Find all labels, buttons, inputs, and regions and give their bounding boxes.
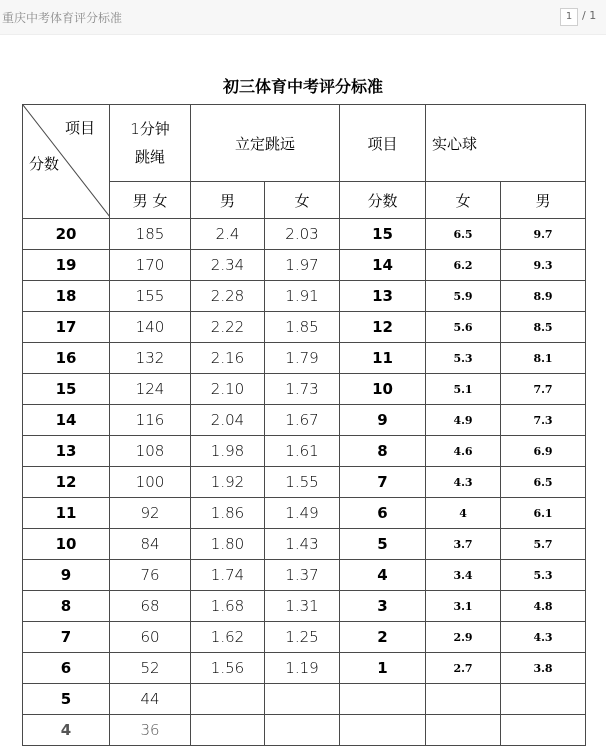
cell-ball-female: 5.1 bbox=[426, 374, 501, 405]
table-row bbox=[23, 436, 586, 467]
cell-ball-score: 9 bbox=[340, 405, 426, 436]
cell-score: 6 bbox=[23, 653, 110, 684]
cell-rope: 116 bbox=[110, 405, 191, 436]
table-row bbox=[23, 591, 586, 622]
table-row bbox=[23, 219, 586, 250]
cell-score: 7 bbox=[23, 622, 110, 653]
cell-ball-male: 5.7 bbox=[501, 529, 586, 560]
table-row bbox=[23, 560, 586, 591]
cell-ball-score: 6 bbox=[340, 498, 426, 529]
cell-jump-male: 2.22 bbox=[191, 312, 265, 343]
cell-ball-score: 14 bbox=[340, 250, 426, 281]
table-row bbox=[23, 250, 586, 281]
cell-jump-female: 2.03 bbox=[265, 219, 340, 250]
cell-score: 11 bbox=[23, 498, 110, 529]
table-row bbox=[23, 405, 586, 436]
cell-jump-female: 1.61 bbox=[265, 436, 340, 467]
table-row bbox=[23, 281, 586, 312]
cell-ball-score: 13 bbox=[340, 281, 426, 312]
cell-jump-female: 1.85 bbox=[265, 312, 340, 343]
cell-ball-female: 4 bbox=[426, 498, 501, 529]
cell-jump-female: 1.49 bbox=[265, 498, 340, 529]
cell-ball-score: 11 bbox=[340, 343, 426, 374]
cell-jump-female: 1.55 bbox=[265, 467, 340, 498]
cell-jump-male: 2.4 bbox=[191, 219, 265, 250]
page-title: 初三体育中考评分标准 bbox=[222, 77, 383, 96]
table-row bbox=[23, 312, 586, 343]
table-row bbox=[23, 529, 586, 560]
cell-ball-score: 10 bbox=[340, 374, 426, 405]
page-total: / 1 bbox=[582, 9, 597, 22]
cell-jump-female bbox=[265, 684, 340, 715]
header-rope-line1: 1分钟 bbox=[130, 120, 170, 138]
cell-jump-male: 2.04 bbox=[191, 405, 265, 436]
cell-jump-male: 2.28 bbox=[191, 281, 265, 312]
cell-ball-female: 2.7 bbox=[426, 653, 501, 684]
cell-ball-female: 5.3 bbox=[426, 343, 501, 374]
cell-score: 12 bbox=[23, 467, 110, 498]
header-standing-jump: 立定跳远 bbox=[191, 105, 340, 182]
cell-ball-male: 7.7 bbox=[501, 374, 586, 405]
cell-ball-score: 2 bbox=[340, 622, 426, 653]
cell-ball-female: 4.9 bbox=[426, 405, 501, 436]
cell-score: 9 bbox=[23, 560, 110, 591]
cell-ball-score: 1 bbox=[340, 653, 426, 684]
current-page-input[interactable]: 1 bbox=[560, 8, 578, 26]
cell-rope: 170 bbox=[110, 250, 191, 281]
cell-score: 13 bbox=[23, 436, 110, 467]
cell-rope: 76 bbox=[110, 560, 191, 591]
header-jump-female: 女 bbox=[265, 182, 340, 219]
scoring-table bbox=[22, 104, 586, 746]
cell-jump-male: 1.92 bbox=[191, 467, 265, 498]
cell-score: 20 bbox=[23, 219, 110, 250]
cell-score: 17 bbox=[23, 312, 110, 343]
document-title: 重庆中考体育评分标准 bbox=[2, 11, 123, 25]
cell-rope: 60 bbox=[110, 622, 191, 653]
cell-ball-female: 6.5 bbox=[426, 219, 501, 250]
header-rope-gender: 男 女 bbox=[110, 182, 191, 219]
cell-ball-female: 5.9 bbox=[426, 281, 501, 312]
header-item-label: 项目 bbox=[64, 119, 95, 137]
cell-jump-female bbox=[265, 715, 340, 746]
cell-rope: 100 bbox=[110, 467, 191, 498]
cell-rope: 92 bbox=[110, 498, 191, 529]
cell-ball-male: 8.9 bbox=[501, 281, 586, 312]
table-row bbox=[23, 374, 586, 405]
cell-jump-male: 2.34 bbox=[191, 250, 265, 281]
cell-score: 18 bbox=[23, 281, 110, 312]
cell-ball-female: 2.9 bbox=[426, 622, 501, 653]
cell-rope: 124 bbox=[110, 374, 191, 405]
cell-ball-score bbox=[340, 684, 426, 715]
document-toolbar bbox=[0, 0, 606, 35]
cell-ball-male: 6.9 bbox=[501, 436, 586, 467]
cell-jump-female: 1.67 bbox=[265, 405, 340, 436]
table-row bbox=[23, 715, 586, 746]
cell-jump-female: 1.25 bbox=[265, 622, 340, 653]
header-score-label: 分数 bbox=[29, 155, 60, 173]
cell-ball-male: 8.1 bbox=[501, 343, 586, 374]
cell-ball-female bbox=[426, 715, 501, 746]
cell-jump-female: 1.43 bbox=[265, 529, 340, 560]
cell-score: 8 bbox=[23, 591, 110, 622]
cell-jump-male bbox=[191, 684, 265, 715]
cell-jump-female: 1.19 bbox=[265, 653, 340, 684]
cell-jump-female: 1.97 bbox=[265, 250, 340, 281]
cell-ball-female: 3.1 bbox=[426, 591, 501, 622]
header-ball-male: 男 bbox=[501, 182, 586, 219]
cell-rope: 108 bbox=[110, 436, 191, 467]
cell-ball-female: 5.6 bbox=[426, 312, 501, 343]
table-row bbox=[23, 622, 586, 653]
cell-score: 16 bbox=[23, 343, 110, 374]
table-row bbox=[23, 684, 586, 715]
cell-ball-male: 7.3 bbox=[501, 405, 586, 436]
cell-ball-female: 4.6 bbox=[426, 436, 501, 467]
cell-rope: 185 bbox=[110, 219, 191, 250]
cell-ball-female: 4.3 bbox=[426, 467, 501, 498]
cell-score: 19 bbox=[23, 250, 110, 281]
cell-rope: 44 bbox=[110, 684, 191, 715]
cell-ball-male: 9.3 bbox=[501, 250, 586, 281]
table-row bbox=[23, 653, 586, 684]
cell-ball-score: 15 bbox=[340, 219, 426, 250]
cell-ball-score: 7 bbox=[340, 467, 426, 498]
cell-ball-male: 4.3 bbox=[501, 622, 586, 653]
cell-rope: 140 bbox=[110, 312, 191, 343]
cell-rope: 155 bbox=[110, 281, 191, 312]
cell-ball-male: 3.8 bbox=[501, 653, 586, 684]
table-row bbox=[23, 498, 586, 529]
cell-ball-score bbox=[340, 715, 426, 746]
cell-jump-male: 1.98 bbox=[191, 436, 265, 467]
cell-ball-score: 12 bbox=[340, 312, 426, 343]
header-jump-male: 男 bbox=[191, 182, 265, 219]
table-row bbox=[23, 343, 586, 374]
cell-ball-male: 8.5 bbox=[501, 312, 586, 343]
cell-jump-male: 1.56 bbox=[191, 653, 265, 684]
cell-score: 4 bbox=[23, 715, 110, 746]
cell-jump-male bbox=[191, 715, 265, 746]
cell-jump-male: 1.74 bbox=[191, 560, 265, 591]
cell-rope: 68 bbox=[110, 591, 191, 622]
cell-ball-score: 8 bbox=[340, 436, 426, 467]
cell-score: 5 bbox=[23, 684, 110, 715]
cell-jump-male: 1.62 bbox=[191, 622, 265, 653]
cell-jump-female: 1.73 bbox=[265, 374, 340, 405]
cell-ball-male bbox=[501, 684, 586, 715]
cell-ball-score: 4 bbox=[340, 560, 426, 591]
cell-ball-female: 6.2 bbox=[426, 250, 501, 281]
cell-jump-female: 1.79 bbox=[265, 343, 340, 374]
cell-ball-male: 6.1 bbox=[501, 498, 586, 529]
cell-rope: 132 bbox=[110, 343, 191, 374]
cell-ball-male: 6.5 bbox=[501, 467, 586, 498]
cell-jump-male: 1.80 bbox=[191, 529, 265, 560]
header-ball-score: 分数 bbox=[340, 182, 426, 219]
header-rope-skipping bbox=[110, 105, 191, 182]
diagonal-header-cell bbox=[23, 105, 110, 219]
cell-score: 14 bbox=[23, 405, 110, 436]
cell-ball-female: 3.4 bbox=[426, 560, 501, 591]
cell-ball-male bbox=[501, 715, 586, 746]
cell-ball-male: 9.7 bbox=[501, 219, 586, 250]
cell-ball-male: 5.3 bbox=[501, 560, 586, 591]
cell-rope: 52 bbox=[110, 653, 191, 684]
cell-ball-score: 3 bbox=[340, 591, 426, 622]
cell-jump-female: 1.91 bbox=[265, 281, 340, 312]
cell-jump-female: 1.31 bbox=[265, 591, 340, 622]
cell-ball-female: 3.7 bbox=[426, 529, 501, 560]
header-ball-female: 女 bbox=[426, 182, 501, 219]
header-item: 项目 bbox=[340, 105, 426, 182]
cell-rope: 84 bbox=[110, 529, 191, 560]
cell-ball-male: 4.8 bbox=[501, 591, 586, 622]
table-row bbox=[23, 467, 586, 498]
header-rope-line2: 跳绳 bbox=[134, 148, 165, 166]
cell-score: 15 bbox=[23, 374, 110, 405]
cell-jump-male: 1.86 bbox=[191, 498, 265, 529]
cell-score: 10 bbox=[23, 529, 110, 560]
cell-ball-score: 5 bbox=[340, 529, 426, 560]
cell-ball-female bbox=[426, 684, 501, 715]
cell-jump-male: 2.16 bbox=[191, 343, 265, 374]
cell-jump-female: 1.37 bbox=[265, 560, 340, 591]
cell-jump-male: 2.10 bbox=[191, 374, 265, 405]
header-medicine-ball: 实心球 bbox=[426, 105, 586, 182]
cell-rope: 36 bbox=[110, 715, 191, 746]
cell-jump-male: 1.68 bbox=[191, 591, 265, 622]
